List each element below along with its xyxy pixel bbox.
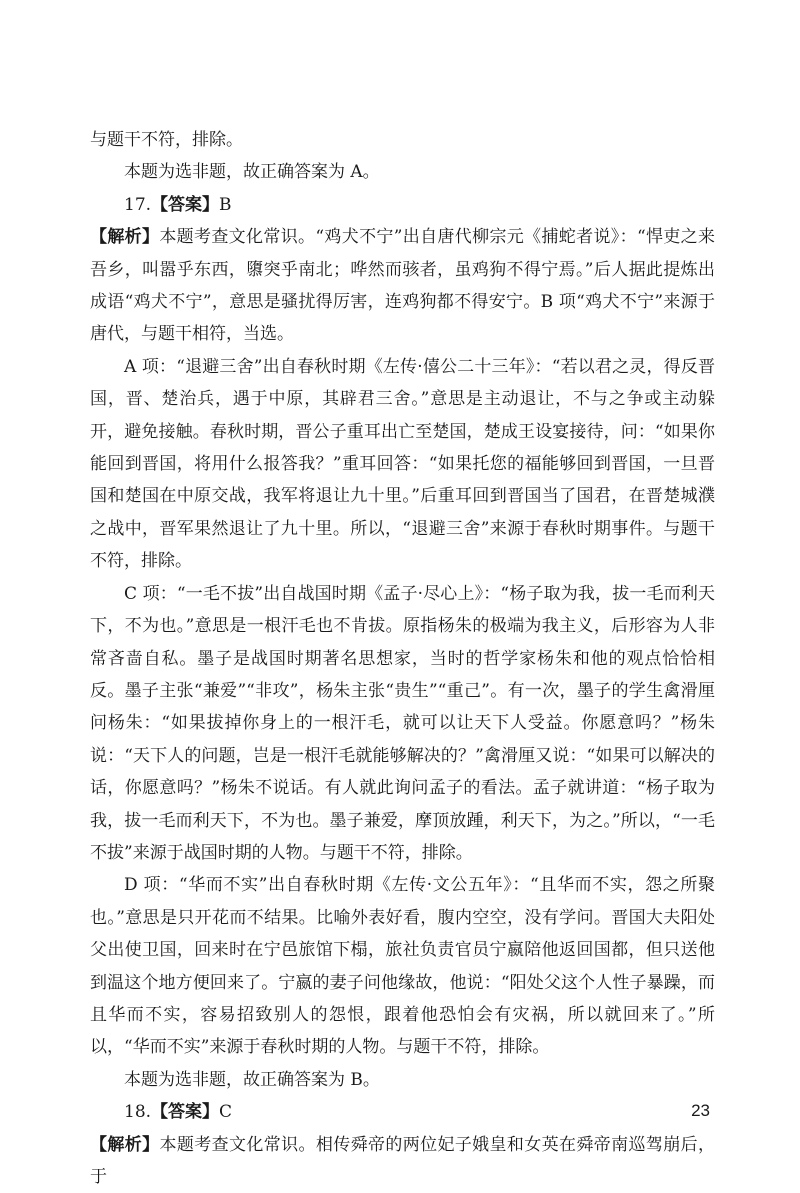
paragraph-text: D 项：“华而不实”出自春秋时期《左传·文公五年》：“且华而不实，怨之所聚也。”意思是只开花而不结果。比喻外表好看，腹内空空，没有学问。晋国大夫阳处父出使卫国，回来时在宁邑旅馆下榻，旅社负责官员宁嬴陪他返回国都，但只送他到温这个地方便回来了。宁嬴的妻子问他缘故，他说：“阳处父这个人性子暴躁，而且华而不实，容易招致别人的怨恨，跟着他恐怕会有灾祸，所以就回来了。”所以，“华而不实”来源于春秋时期的人物。与题干不符，排除。 xyxy=(90,875,715,1058)
answer-tag: 【答案】 xyxy=(151,194,220,215)
page-number: 23 xyxy=(691,1101,710,1120)
paragraph-1 xyxy=(90,124,715,156)
answer-tag: 【答案】 xyxy=(151,1102,220,1123)
paragraph-text: A 项：“退避三舍”出自春秋时期《左传·僖公二十三年》：“若以君之灵，得反晋国，晋、楚治兵，遇于中原，其辟君三舍。”意思是主动退让，不与之争或主动躲开，避免接触。春秋时期，晋公子重耳出亡至楚国，楚成王设宴接待，问：“如果你能回到晋国，将用什么报答我？”重耳回答：“如果托您的福能够回到晋国，一旦晋国和楚国在中原交战，我军将退让九十里。”后重耳回到晋国当了国君，在晋楚城濮之战中，晋军果然退让了九十里。所以，“退避三舍”来源于春秋时期事件。与题干不符，排除。 xyxy=(90,356,715,572)
answer-18 xyxy=(90,1096,715,1128)
question-number: 18. xyxy=(124,1102,152,1123)
answer-value: C xyxy=(219,1102,233,1123)
analysis-tag: 【解析】 xyxy=(90,227,160,248)
analysis-tag: 【解析】 xyxy=(90,1134,160,1155)
paragraph-text: C 项：“一毛不拔”出自战国时期《孟子·尽心上》：“杨子取为我，拔一毛而利天下，不为也。”意思是一根汗毛也不肯拔。原指杨朱的极端为我主义，后形容为人非常吝啬自私。墨子是战国时期著名思想家，当时的哲学家杨朱和他的观点恰恰相反。墨子主张“兼爱”“非攻”，杨朱主张“贵生”“重己”。有一次，墨子的学生禽滑厘问杨朱：“如果拔掉你身上的一根汗毛，就可以让天下人受益。你愿意吗？”杨朱说：“天下人的问题，岂是一根汗毛就能够解决的？”禽滑厘又说：“如果可以解决的话，你愿意吗？”杨朱不说话。有人就此询问孟子的看法。孟子就讲道：“杨子取为我，拔一毛而利天下，不为也。墨子兼爱，摩顶放踵，利天下，为之。”所以，“一毛不拔”来源于战国时期的人物。与题干不符，排除。 xyxy=(90,583,715,863)
analysis-18 xyxy=(90,1129,715,1193)
conclusion-17 xyxy=(90,1064,715,1096)
paragraph-text: 本题为选非题，故正确答案为 B。 xyxy=(124,1069,380,1090)
answer-17 xyxy=(90,189,715,221)
paragraph-2 xyxy=(90,156,715,188)
answer-value: B xyxy=(219,194,232,215)
option-c-paragraph xyxy=(90,578,715,870)
question-number: 17. xyxy=(124,194,152,215)
paragraph-text: 本题考查文化常识。“鸡犬不宁”出自唐代柳宗元《捕蛇者说》：“悍吏之来吾乡，叫嚣乎东西，隳突乎南北；哗然而骇者，虽鸡狗不得宁焉。”后人据此提炼出成语“鸡犬不宁”，意思是骚扰得厉害，连鸡狗都不得安宁。B 项“鸡犬不宁”来源于唐代，与题干相符，当选。 xyxy=(90,227,715,345)
analysis-17 xyxy=(90,221,715,351)
paragraph-text: 与题干不符，排除。 xyxy=(90,130,243,150)
document-body xyxy=(90,124,715,1193)
option-a-paragraph xyxy=(90,351,715,578)
paragraph-text: 本题为选非题，故正确答案为 A。 xyxy=(124,162,380,183)
paragraph-text: 本题考查文化常识。相传舜帝的两位妃子娥皇和女英在舜帝南巡驾崩后，于 xyxy=(90,1134,716,1187)
option-d-paragraph xyxy=(90,869,715,1063)
